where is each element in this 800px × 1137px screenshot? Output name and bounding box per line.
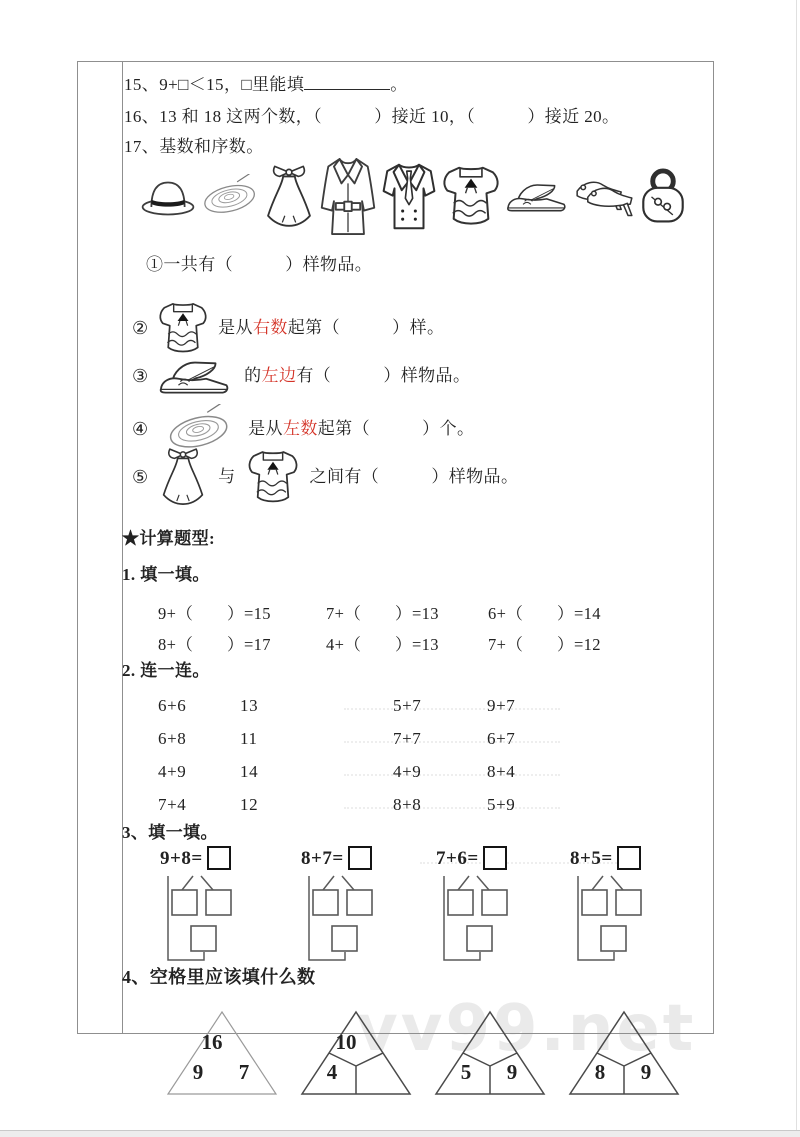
text-post: 起第（ ）个。: [317, 419, 475, 439]
triangle-right-value: 9: [640, 1060, 652, 1084]
decompose-group: [160, 846, 270, 970]
text-pre: 是从: [218, 318, 253, 338]
page-right-edge: [796, 0, 797, 1130]
dress-icon: [155, 446, 211, 508]
fill-equation: 7+（ ）=13: [326, 604, 439, 623]
decompose-equation: 8+5=: [570, 848, 613, 869]
question-16: 16、13 和 18 这两个数，（ ）接近 10，（ ）接近 20。: [124, 107, 620, 126]
match-item: 7+4: [158, 795, 187, 814]
fill-in-title: 1. 填一填。: [122, 565, 210, 584]
number-triangle: [300, 1010, 412, 1096]
trench-coat-icon: [318, 154, 378, 239]
calc-section-header: ★计算题型:: [122, 529, 216, 548]
text-post: 有（ ）样物品。: [296, 366, 471, 386]
fill-equation: 6+（ ）=14: [488, 604, 601, 623]
number-triangle: [434, 1010, 546, 1096]
viewer-bottom-band: [0, 1130, 800, 1137]
clothing-items-row: [140, 150, 702, 242]
decompose-group: [301, 846, 411, 970]
decompose-group: [570, 846, 680, 970]
fill-equation: 8+（ ）=17: [158, 635, 271, 654]
decompose-title: 3、填一填。: [122, 823, 218, 842]
match-item: 7+7: [393, 729, 422, 748]
blouse-icon: [440, 163, 502, 229]
triangle-right-value: 7: [238, 1060, 250, 1084]
watermark: vv99.net: [356, 992, 697, 1066]
decompose-equation: 9+8=: [160, 848, 203, 869]
match-item: 11: [240, 729, 258, 748]
blouse-icon: [243, 448, 303, 506]
blouse-icon: [155, 300, 211, 356]
answer-box: [348, 846, 372, 870]
triangle-right-value: 9: [506, 1060, 518, 1084]
fill-equation: 9+（ ）=15: [158, 604, 271, 623]
fill-equation: 4+（ ）=13: [326, 635, 439, 654]
match-item: 4+9: [393, 762, 422, 781]
handbag-icon: [640, 167, 686, 225]
subquestion-1: ①一共有（ ）样物品。: [146, 255, 373, 274]
high-heels-icon: [574, 176, 638, 217]
match-item: 14: [240, 762, 259, 781]
triangle-left-value: 8: [594, 1060, 606, 1084]
fedora-hat-icon: [140, 176, 196, 217]
circled-2: ②: [132, 317, 149, 338]
text-pre: 是从: [248, 419, 283, 439]
question-15-text: 15、9+□＜15，□里能填: [124, 75, 305, 94]
subquestion-3-text: [244, 365, 470, 386]
match-title: 2. 连一连。: [122, 661, 210, 680]
match-item: 6+7: [487, 729, 516, 748]
straw-hat-icon: [198, 174, 260, 219]
suit-icon: [380, 160, 438, 233]
red-word-left-side: 左边: [261, 366, 297, 386]
decompose-equation: 8+7=: [301, 848, 344, 869]
match-item: 12: [240, 795, 259, 814]
triangle-top-value: 16: [201, 1030, 223, 1054]
match-item: 4+9: [158, 762, 187, 781]
fill-equation: 7+（ ）=12: [488, 635, 601, 654]
match-item: 5+9: [487, 795, 516, 814]
match-item: 6+6: [158, 696, 187, 715]
decompose-group: [436, 846, 546, 970]
question-17: 17、基数和序数。: [124, 137, 264, 156]
circled-5: ⑤: [132, 466, 149, 487]
match-item: 6+8: [158, 729, 187, 748]
circled-3: ③: [132, 365, 149, 386]
match-item: 13: [240, 696, 259, 715]
answer-box: [483, 846, 507, 870]
red-word-left-count: 左数: [282, 419, 318, 439]
triangle-title: 4、空格里应该填什么数: [122, 967, 316, 987]
text-post: 起第（ ）样。: [287, 318, 445, 338]
subquestion-3: [132, 352, 470, 400]
number-triangle: [166, 1010, 278, 1096]
sneakers-icon: [504, 176, 572, 217]
triangle-left-value: 9: [192, 1060, 204, 1084]
match-item: 5+7: [393, 696, 422, 715]
subquestion-2-text: [218, 317, 444, 338]
match-item: 8+4: [487, 762, 516, 781]
circled-4: ④: [132, 418, 149, 439]
dress-icon: [262, 163, 316, 230]
match-item: 9+7: [487, 696, 516, 715]
subquestion-2: [132, 300, 444, 356]
answer-box: [617, 846, 641, 870]
triangle-left-value: 5: [460, 1060, 472, 1084]
number-triangle: [568, 1010, 680, 1096]
red-word-right-count: 右数: [252, 318, 288, 338]
subquestion-5-mid: 与: [218, 467, 236, 487]
decompose-equation: 7+6=: [436, 848, 479, 869]
match-item: 8+8: [393, 795, 422, 814]
answer-box: [207, 846, 231, 870]
triangle-top-value: 10: [335, 1030, 357, 1054]
subquestion-5: [132, 446, 518, 508]
subquestion-5-text: 之间有（ ）样物品。: [309, 467, 519, 487]
sneakers-icon: [155, 352, 237, 400]
question-15-period: 。: [390, 75, 408, 94]
triangle-left-value: 4: [326, 1060, 338, 1084]
subquestion-4-text: [248, 418, 474, 439]
text-pre: 的: [244, 366, 262, 386]
